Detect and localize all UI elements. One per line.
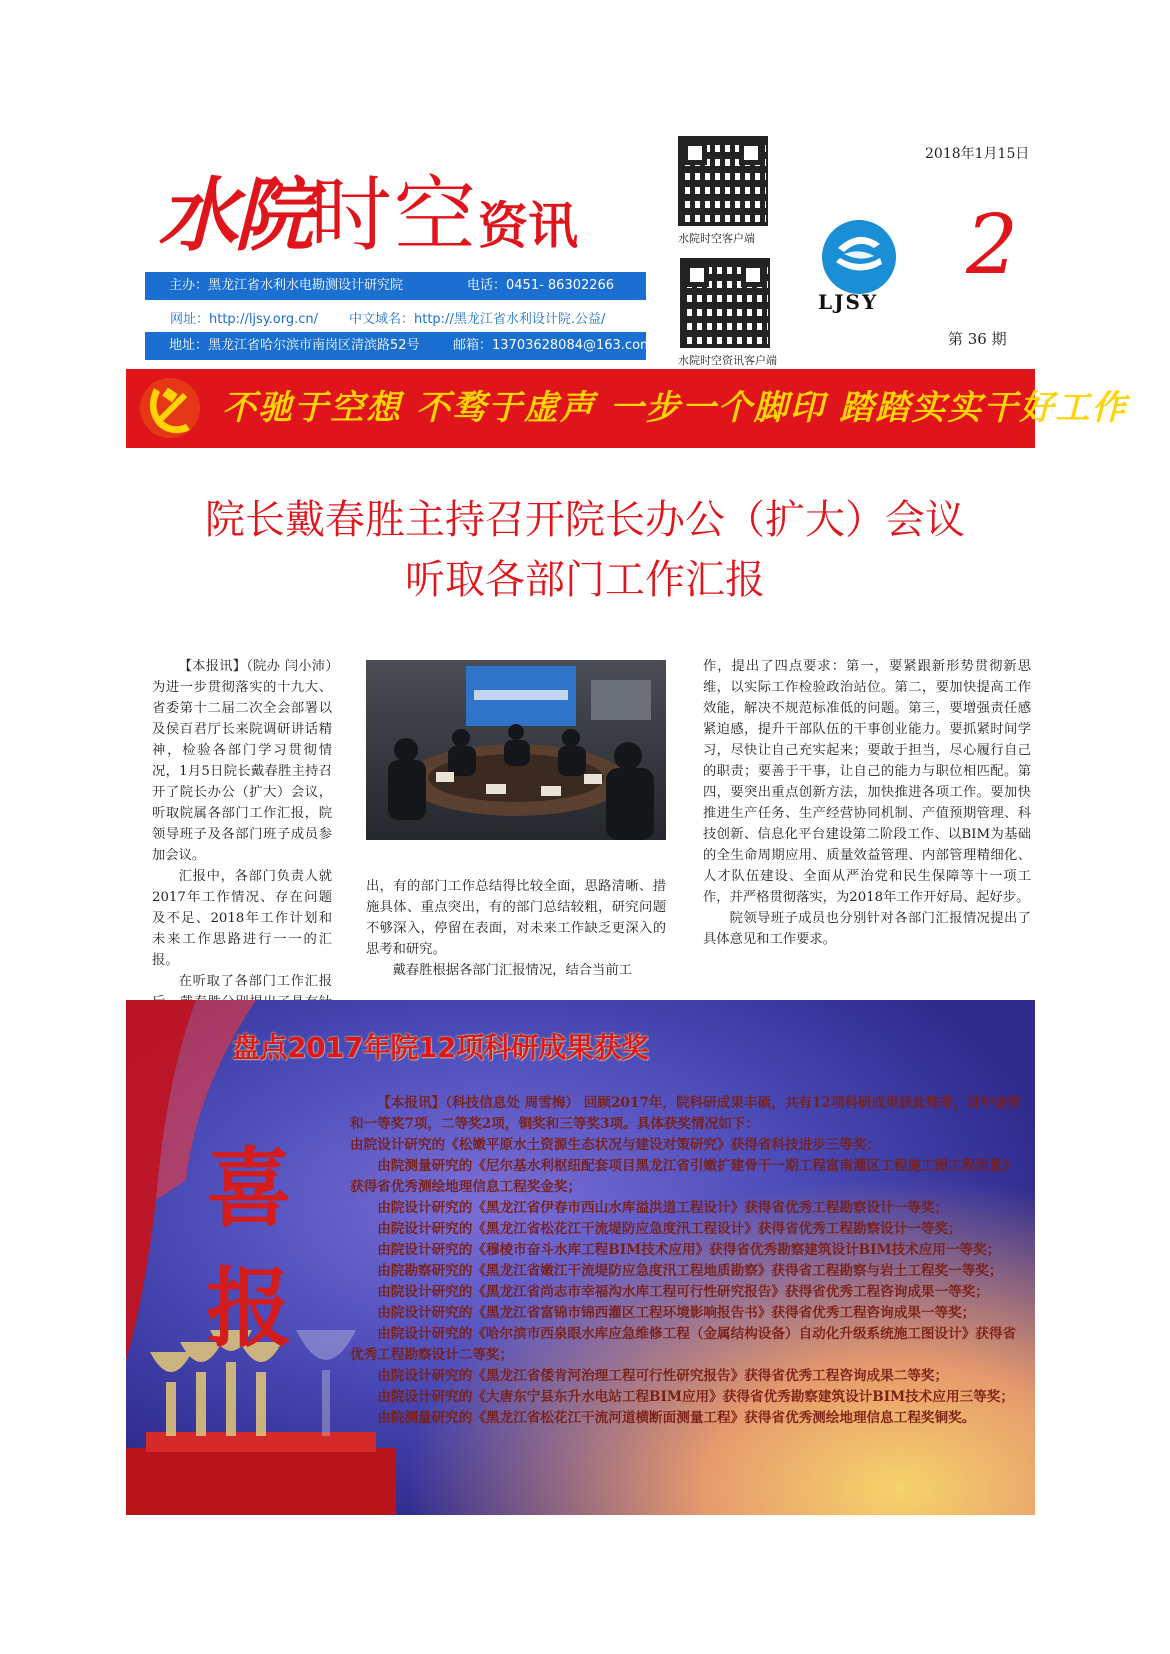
email-text: 邮箱：13703628084@163.com <box>453 338 653 353</box>
article-paragraph: 出，有的部门工作总结得比较全面，思路清晰、措施具体、重点突出，有的部门总结较粗，研究问题不够深入，停留在表面，对未来工作缺乏更深入的思考和研究。 <box>366 879 666 957</box>
awards-list <box>350 1093 1022 1429</box>
qr-code-1[interactable] <box>678 136 768 226</box>
sponsor-text: 主办：黑龙江省水利水电勘测设计研究院 <box>169 278 404 293</box>
award-item: 由院设计研究的《黑龙江省富锦市锦西灌区工程环境影响报告书》获得省优秀工程咨询成果一等奖； <box>377 1305 976 1321</box>
award-item: 由院设计研究的《松嫩平原水土资源生态状况与建设对策研究》获得省科技进步三等奖； <box>350 1137 881 1153</box>
meeting-photo <box>366 660 666 840</box>
ljsy-brand-text: LJSY <box>818 290 879 314</box>
award-item: 由院设计研究的《黑龙江省伊春市西山水库溢洪道工程设计》获得省优秀工程勘察设计一等奖； <box>377 1200 949 1216</box>
info-bar-top <box>145 272 646 300</box>
issue-date: 2018年1月15日 <box>925 146 1030 162</box>
article-column-1 <box>152 656 332 1055</box>
award-item: 由院设计研究的《穆棱市奋斗水库工程BIM技术应用》获得省优秀勘察建筑设计BIM技术应用一等奖； <box>377 1242 1001 1258</box>
address-text: 地址：黑龙江省哈尔滨市南岗区清滨路52号 <box>169 338 420 353</box>
slogan-text: 不驰于空想 不骛于虚声 一步一个脚印 踏踏实实干好工作 <box>222 388 1128 428</box>
headline-line1: 院长戴春胜主持召开院长办公（扩大）会议 <box>205 497 965 543</box>
award-item: 由院设计研究的《哈尔滨市西泉眼水库应急维修工程（金属结构设备）自动化升级系统施工图设计》获得省优秀工程勘察设计二等奖； <box>350 1326 1017 1363</box>
poster-big-char-xi: 喜 <box>206 1138 292 1239</box>
logo-part2: 时空 <box>310 168 479 263</box>
poster-big-char-bao: 报 <box>206 1258 292 1359</box>
award-item: 由院设计研究的《黑龙江省松花江干流堤防应急度汛工程设计》获得省优秀工程勘察设计一等奖； <box>377 1221 962 1237</box>
info-line-web <box>145 308 646 328</box>
award-item: 由院设计研究的《黑龙江省尚志市幸福沟水库工程可行性研究报告》获得省优秀工程咨询成果一等奖； <box>377 1284 989 1300</box>
award-item: 由院勘察研究的《黑龙江省嫩江干流堤防应急度汛工程地质勘察》获得省工程勘察与岩土工程奖一等奖； <box>377 1263 1003 1279</box>
website-link[interactable]: 网址：http://ljsy.org.cn/ <box>170 312 319 327</box>
issue-number: 2 <box>966 198 1019 293</box>
article-column-2 <box>366 876 666 981</box>
qr1-caption: 水院时空客户端 <box>678 232 755 245</box>
article-paragraph: 在听取了各部门工作汇报 <box>178 974 332 989</box>
article-paragraph: 戴春胜根据各部门汇报情况，结合当前工 <box>392 963 632 978</box>
cn-domain-link[interactable]: 中文域名：http://黑龙江省水利设计院.公益/ <box>349 312 606 327</box>
article-paragraph: 汇报中，各部门负责人就2017年工作情况、存在问题及不足、2018年工作计划和未来工作思路进行一一的汇报。 <box>152 869 332 968</box>
issue-label: 第 36 期 <box>948 330 1007 348</box>
logo-part3: 资讯 <box>478 197 579 255</box>
logo-part1: 水院 <box>158 169 310 262</box>
headline-line2: 听取各部门工作汇报 <box>405 557 765 603</box>
poster-title: 盘点2017年院12项科研成果获奖 <box>232 1031 649 1064</box>
award-item: 由院设计研究的《黑龙江省倭肯河治理工程可行性研究报告》获得省优秀工程咨询成果二等奖； <box>377 1368 949 1384</box>
info-bar-bottom <box>145 332 653 360</box>
article-column-3 <box>703 656 1031 950</box>
award-item: 由院设计研究的《大唐东宁县东升水电站工程BIM应用》获得省优秀勘察建筑设计BIM技术应用三等奖； <box>377 1389 1014 1405</box>
ljsy-emblem-icon <box>820 218 898 296</box>
masthead-logo <box>158 150 658 265</box>
party-emblem-icon <box>138 374 202 442</box>
award-item: 由院测量研究的《尼尔基水利枢纽配套项目黑龙江省引嫩扩建骨干一期工程富南灌区工程施工图工程测量》获得省优秀测绘地理信息工程奖金奖； <box>350 1158 1017 1195</box>
qr2-caption: 水院时空资讯客户端 <box>678 354 777 367</box>
article-paragraph: 作，提出了四点要求：第一，要紧跟新形势贯彻新思维，以实际工作检验政治站位。第二，要加快提高工作效能，解决不规范标准低的问题。第三，要增强责任感紧迫感，提升干部队伍的干事创业能力。要抓紧时间学习，尽快让自己充实起来；要敢于担当，尽心履行自己的职责；要善于干事，让自己的能力与职位相匹配。第四，要突出重点创新方法，加快推进各项工作。要加快推进生产任务、生产经营协同机制、产值预期管理、科技创新、信息化平台建设第二阶段工作、以BIM为基础的全生命周期应用、质量效益管理、内部管理精细化、人才队伍建设、全面从严治党和民生保障等十一项工作，并严格贯彻落实，为2018年工作开好局、起好步。 <box>703 659 1031 905</box>
article-paragraph: 【本报讯】（院办 闫小沛）为进一步贯彻落实的十九大、省委第十二届二次全会部署以及侯百君厅长来院调研讲话精神，检验各部门学习贯彻情况，1月5日院长戴春胜主持召开了院长办公（扩大）会议，听取院属各部门工作汇报，院领导班子及各部门班子成员参加会议。 <box>152 659 332 863</box>
article-paragraph: 院领导班子成员也分别针对各部门汇报情况提出了具体意见和工作要求。 <box>703 911 1031 947</box>
awards-intro: 【本报讯】（科技信息处 周雪梅） 回顾2017年，院科研成果丰硕，共有12项科研成果获此殊荣，其中金奖和一等奖7项，二等奖2项，铜奖和三等奖3项。具体获奖情况如下： <box>350 1095 1022 1132</box>
phone-text: 电话：0451- 86302266 <box>467 278 615 293</box>
qr-code-2[interactable] <box>680 258 770 348</box>
award-item: 由院测量研究的《黑龙江省松花江干流河道横断面测量工程》获得省优秀测绘地理信息工程奖铜奖。 <box>377 1410 976 1426</box>
